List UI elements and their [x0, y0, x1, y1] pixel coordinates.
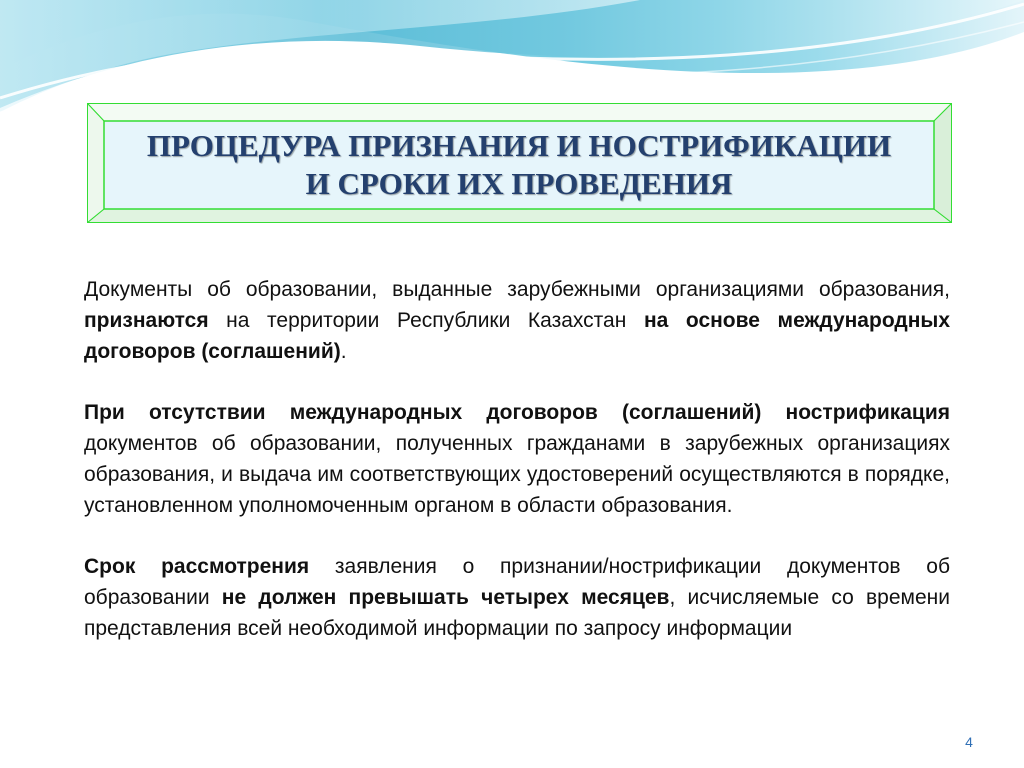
paragraph-nostrification [84, 397, 950, 521]
paragraph-recognition [84, 274, 950, 367]
paragraph-2-segment: документов об образовании, полученных гражданами в зарубежных организациях образования, и выдача им соответствующих удостоверений осуществляются в порядке, установленном уполномоченным органом в области образования. [84, 432, 950, 517]
paragraph-1-segment: Документы об образовании, выданные зарубежными организациями образования, [84, 278, 950, 301]
slide-title [104, 121, 934, 209]
paragraph-3-bold-segment: Срок рассмотрения [84, 555, 310, 578]
paragraph-review-period [84, 551, 950, 644]
slide-title-line-2: И СРОКИ ИХ ПРОВЕДЕНИЯ [305, 166, 733, 201]
paragraph-1-bold-segment: на основе международных договоров (соглашений) [84, 309, 950, 363]
paragraph-3-segment: заявления о признании/нострификации документов об образовании [84, 555, 951, 609]
slide-body [84, 274, 950, 644]
paragraph-3-segment: , исчисляемые со времени представления всей необходимой информации по запросу информации [84, 586, 950, 640]
paragraph-1-bold-segment: признаются [84, 309, 209, 332]
paragraph-2-bold-segment: При отсутствии международных договоров (соглашений) нострификация [84, 401, 950, 424]
paragraph-3-bold-segment: не должен превышать четырех месяцев [221, 586, 670, 609]
slide-title-line-1: ПРОЦЕДУРА ПРИЗНАНИЯ И НОСТРИФИКАЦИИ [146, 128, 892, 163]
paragraph-1-segment: . [340, 340, 347, 363]
paragraph-1-segment: на территории Республики Казахстан [208, 309, 644, 332]
slide-page-number: 4 [965, 734, 973, 750]
